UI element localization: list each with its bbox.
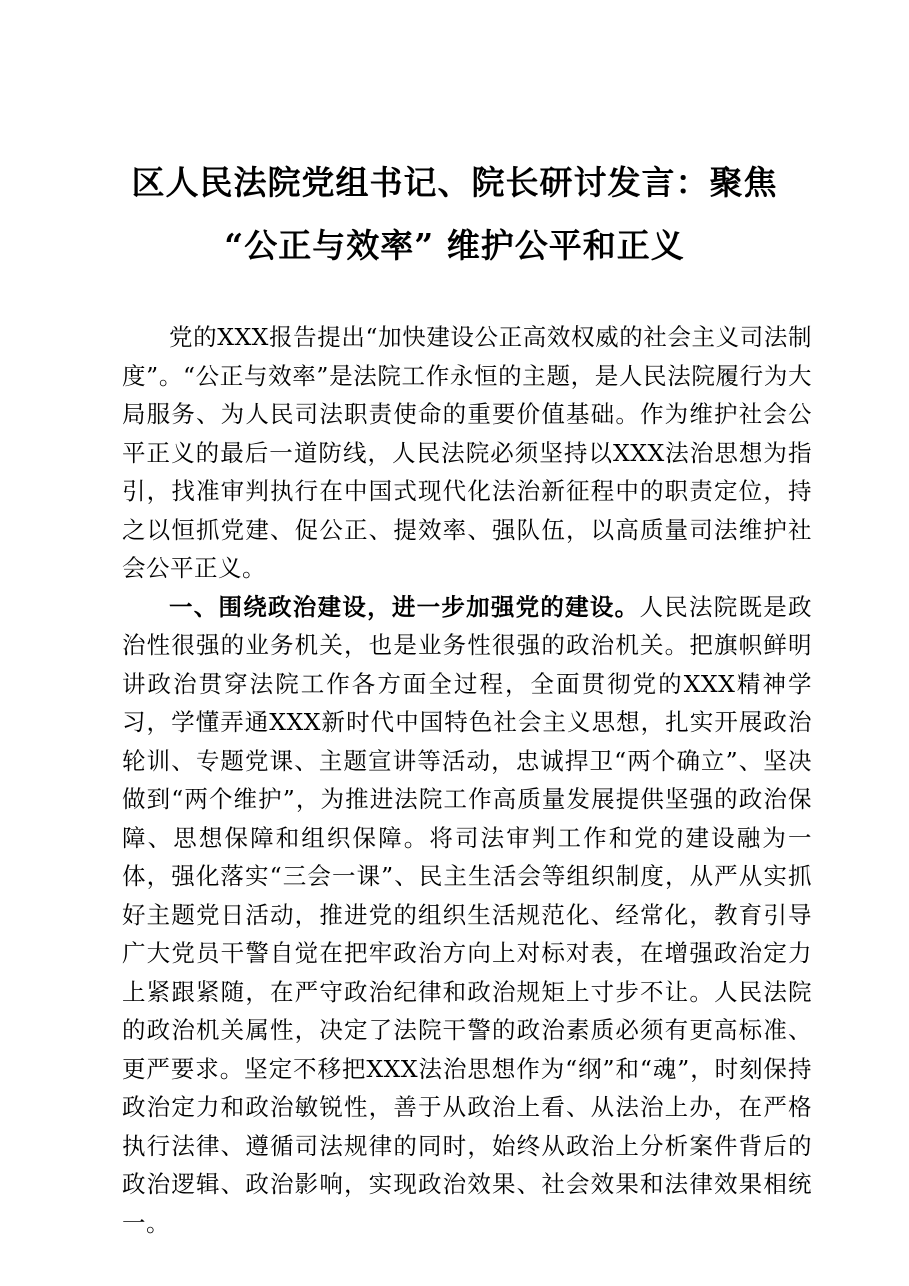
paragraph-intro [122, 318, 812, 588]
paragraph-section-1 [122, 588, 812, 1243]
document-title-line-1: 区人民法院党组书记、院长研讨发言：聚焦 [131, 163, 778, 202]
section-1-heading: 一、围绕政治建设，进一步加强党的建设。 [169, 592, 640, 621]
document-body [122, 318, 812, 1242]
paragraph-intro-text: 党的XXX报告提出“加快建设公正高效权威的社会主义司法制度”。“公正与效率”是法院工作永恒的主题，是人民法院履行为大局服务、为人民司法职责使命的重要价值基础。作为维护社会公平正义的最后一道防线，人民法院必须坚持以XXX法治思想为指引，找准审判执行在中国式现代化法治新征程中的职责定位，持之以恒抓党建、促公正、提效率、强队伍，以高质量司法维护社会公平正义。 [122, 323, 812, 582]
document-title-line-2: “公正与效率” 维护公平和正义 [224, 226, 685, 265]
section-1-text: 人民法院既是政治性很强的业务机关，也是业务性很强的政治机关。把旗帜鲜明讲政治贯穿法院工作各方面全过程，全面贯彻党的XXX精神学习，学懂弄通XXX新时代中国特色社会主义思想，扎实开展政治轮训、专题党课、主题宣讲等活动，忠诚捍卫“两个确立”、坚决做到“两个维护”，为推进法院工作高质量发展提供坚强的政治保障、思想保障和组织保障。将司法审判工作和党的建设融为一体，强化落实“三会一课”、民主生活会等组织制度，从严从实抓好主题党日活动，推进党的组织生活规范化、经常化，教育引导广大党员干警自觉在把牢政治方向上对标对表，在增强政治定力上紧跟紧随，在严守政治纪律和政治规矩上寸步不让。人民法院的政治机关属性，决定了法院干警的政治素质必须有更高标准、更严要求。坚定不移把XXX法治思想作为“纲”和“魂”，时刻保持政治定力和政治敏锐性，善于从政治上看、从法治上办，在严格执行法律、遵循司法规律的同时，始终从政治上分析案件背后的政治逻辑、政治影响，实现政治效果、社会效果和法律效果相统一。 [122, 592, 813, 1237]
